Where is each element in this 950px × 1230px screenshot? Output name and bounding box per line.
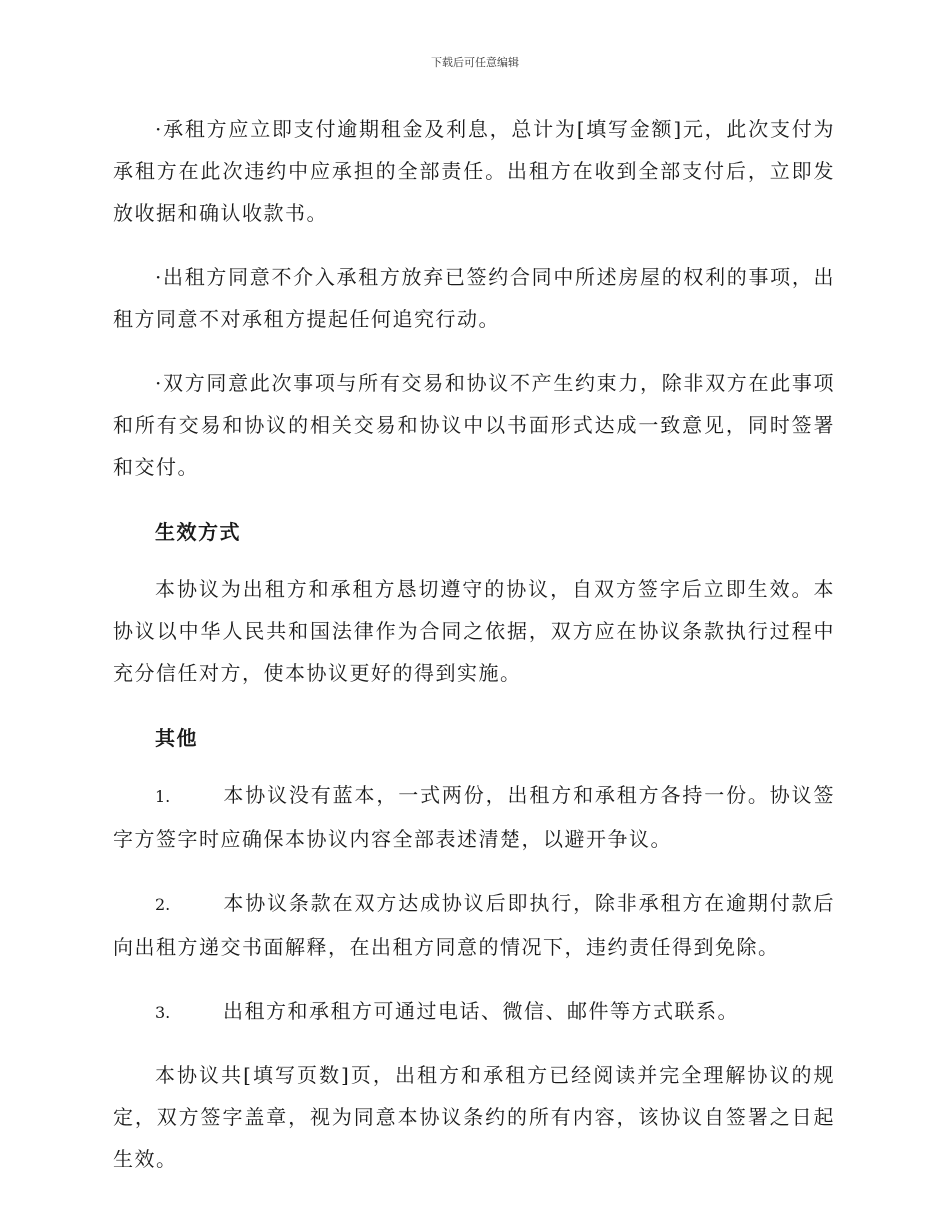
closing-paragraph: 本协议共[填写页数]页，出租方和承租方已经阅读并完全理解协议的规定，双方签字盖章，视为同意本协议条约的所有内容，该协议自签署之日起生效。 xyxy=(113,1063,835,1171)
section-heading-effective: 生效方式 xyxy=(155,520,241,544)
section-heading-other: 其他 xyxy=(155,726,198,750)
effective-paragraph: 本协议为出租方和承租方恳切遵守的协议，自双方签字后立即生效。本协议以中华人民共和国法律作为合同之依据，双方应在协议条款执行过程中充分信任对方，使本协议更好的得到实施。 xyxy=(113,577,835,685)
item-text: 本协议没有蓝本，一式两份，出租方和承租方各持一份。协议签字方签字时应确保本协议内容全部表述清楚，以避开争议。 xyxy=(113,783,835,851)
numbered-item xyxy=(113,774,835,860)
bullet-paragraph-non-intervention: ·出租方同意不介入承租方放弃已签约合同中所述房屋的权利的事项，出租方同意不对承租方提起任何追究行动。 xyxy=(113,265,835,331)
numbered-item xyxy=(113,882,835,968)
item-number: 3. xyxy=(155,1003,171,1022)
document-body xyxy=(113,108,835,1202)
item-number: 2. xyxy=(155,895,171,914)
item-text: 出租方和承租方可通过电话、微信、邮件等方式联系。 xyxy=(223,999,739,1023)
item-text: 本协议条款在双方达成协议后即执行，除非承租方在逾期付款后向出租方递交书面解释，在出租方同意的情况下，违约责任得到免除。 xyxy=(113,891,835,959)
bullet-paragraph-binding: ·双方同意此次事项与所有交易和协议不产生约束力，除非双方在此事项和所有交易和协议的相关交易和协议中以书面形式达成一致意见，同时签署和交付。 xyxy=(113,371,835,479)
numbered-item xyxy=(113,990,835,1034)
bullet-paragraph-payment: ·承租方应立即支付逾期租金及利息，总计为[填写金额]元，此次支付为承租方在此次违约中应承担的全部责任。出租方在收到全部支付后，立即发放收据和确认收款书。 xyxy=(113,117,835,225)
item-number: 1. xyxy=(155,787,171,806)
page-header: 下载后可任意编辑 xyxy=(431,56,519,69)
